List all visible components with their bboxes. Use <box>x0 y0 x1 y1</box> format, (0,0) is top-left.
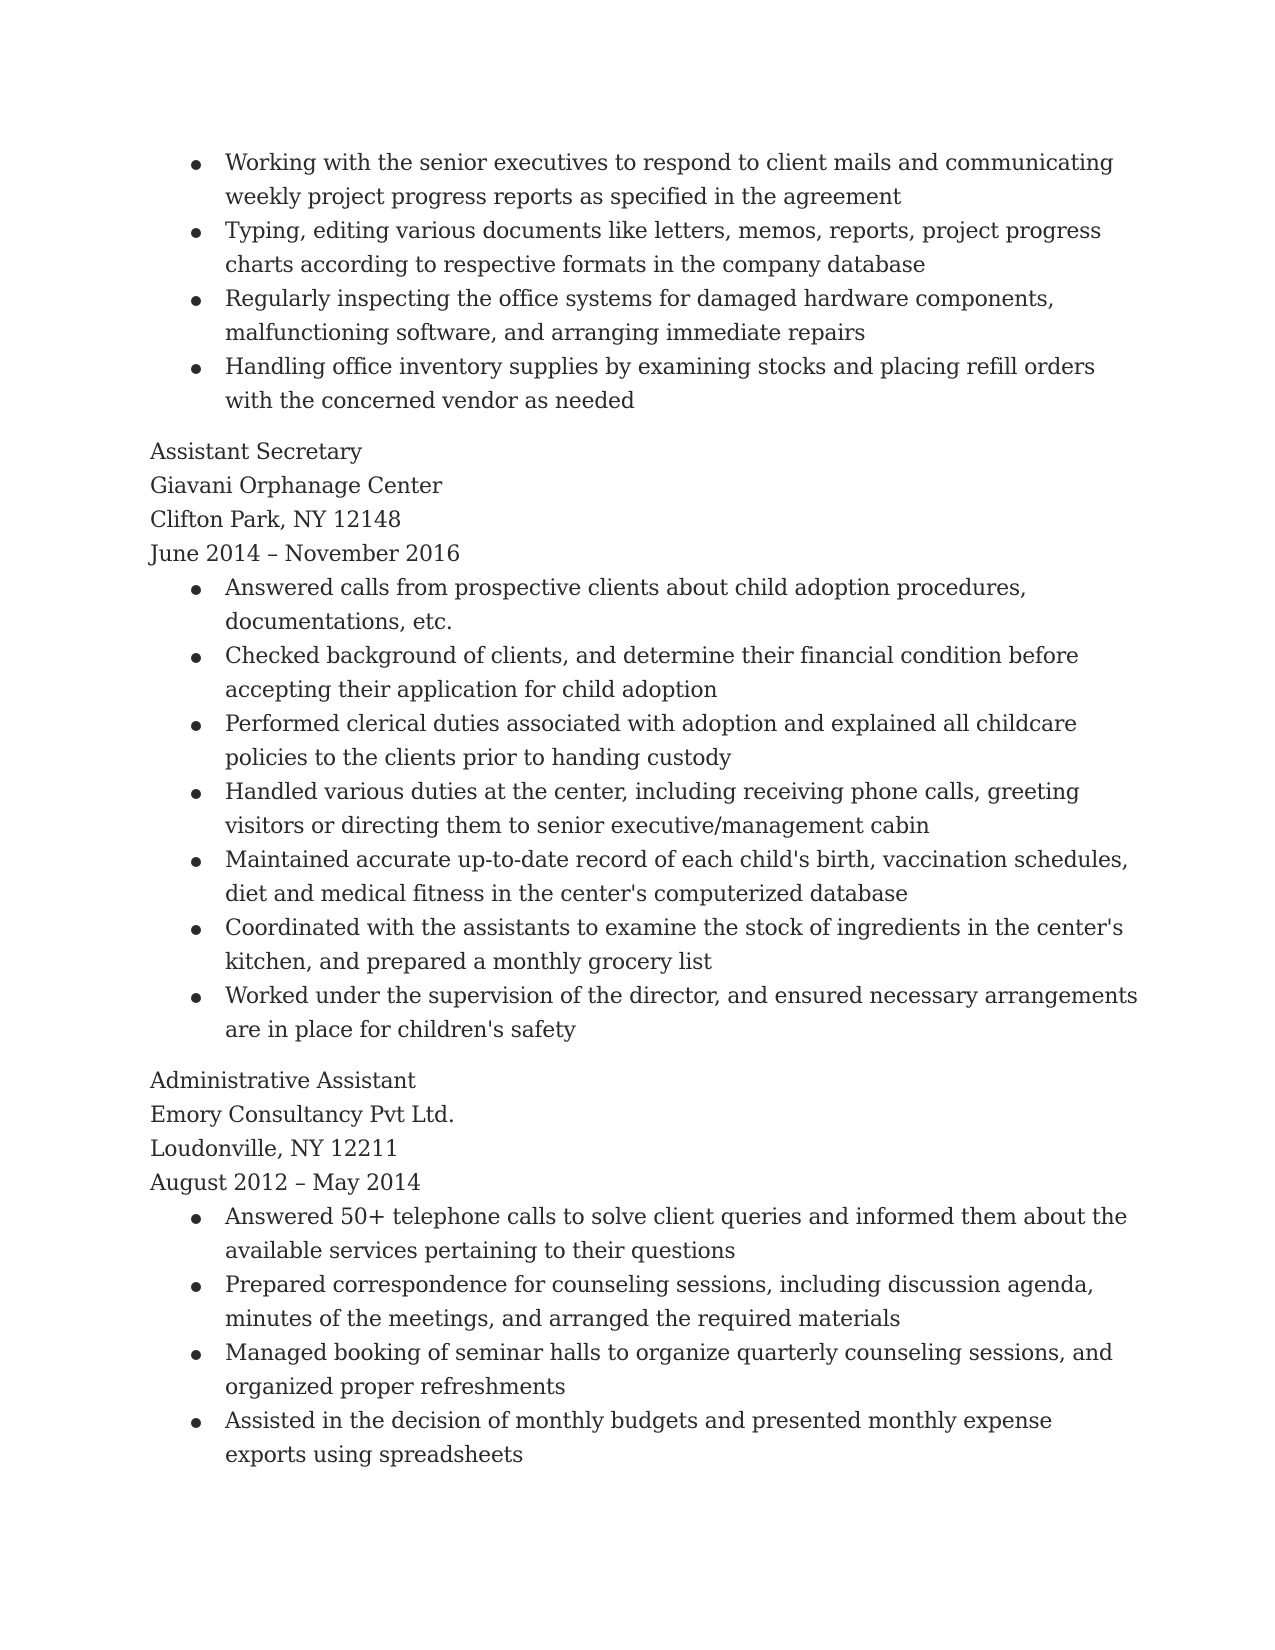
list-item <box>150 776 1140 844</box>
job-company: Emory Consultancy Pvt Ltd. <box>150 1103 455 1128</box>
bullet-dot-icon <box>191 228 201 238</box>
bullet-text: Checked background of clients, and determine their financial condition before accepting their application for child adoption <box>225 644 1079 703</box>
bullet-dot-icon <box>191 721 201 731</box>
bullet-dot-icon <box>191 857 201 867</box>
bullet-text: Performed clerical duties associated with adoption and explained all childcare policies to the clients prior to handing custody <box>225 712 1077 771</box>
list-item <box>150 1405 1140 1473</box>
bullet-text: Managed booking of seminar halls to organize quarterly counseling sessions, and organized proper refreshments <box>225 1341 1113 1400</box>
list-item <box>150 1269 1140 1337</box>
bullet-text: Coordinated with the assistants to examine the stock of ingredients in the center's kitchen, and prepared a monthly grocery list <box>225 916 1124 975</box>
bullet-dot-icon <box>191 925 201 935</box>
list-item <box>150 912 1140 980</box>
list-item <box>150 708 1140 776</box>
job-dates: August 2012 – May 2014 <box>150 1171 421 1196</box>
bullet-dot-icon <box>191 993 201 1003</box>
bullet-text: Handled various duties at the center, including receiving phone calls, greeting visitors or directing them to senior executive/management cabin <box>225 780 1080 839</box>
bullet-dot-icon <box>191 1350 201 1360</box>
bullet-text: Prepared correspondence for counseling sessions, including discussion agenda, minutes of the meetings, and arranged the required materials <box>225 1273 1094 1332</box>
bullet-text: Handling office inventory supplies by examining stocks and placing refill orders with the concerned vendor as needed <box>225 355 1095 414</box>
bullet-dot-icon <box>191 296 201 306</box>
bullet-text: Worked under the supervision of the director, and ensured necessary arrangements are in place for children's safety <box>225 984 1138 1043</box>
list-item <box>150 1201 1140 1269</box>
list-item <box>150 1337 1140 1405</box>
job-bullet-list <box>150 572 1140 1048</box>
job-company: Giavani Orphanage Center <box>150 474 442 499</box>
job-location: Clifton Park, NY 12148 <box>150 508 402 533</box>
job-entry-administrative-assistant <box>150 1065 1140 1473</box>
list-item <box>150 572 1140 640</box>
job-title: Assistant Secretary <box>150 440 362 465</box>
bullet-dot-icon <box>191 789 201 799</box>
bullet-dot-icon <box>191 1214 201 1224</box>
bullet-text: Maintained accurate up-to-date record of each child's birth, vaccination schedules, diet and medical fitness in the center's computerized database <box>225 848 1129 907</box>
job-location: Loudonville, NY 12211 <box>150 1137 399 1162</box>
bullet-text: Answered 50+ telephone calls to solve client queries and informed them about the available services pertaining to their questions <box>225 1205 1128 1264</box>
list-item <box>150 640 1140 708</box>
intro-bullet-list <box>150 147 1140 419</box>
bullet-text: Typing, editing various documents like letters, memos, reports, project progress charts according to respective formats in the company database <box>225 219 1102 278</box>
list-item <box>150 351 1140 419</box>
bullet-text: Answered calls from prospective clients about child adoption procedures, documentations, etc. <box>225 576 1027 635</box>
experience-section <box>150 147 1140 1473</box>
list-item <box>150 147 1140 215</box>
bullet-dot-icon <box>191 160 201 170</box>
list-item <box>150 980 1140 1048</box>
bullet-text: Regularly inspecting the office systems for damaged hardware components, malfunctioning software, and arranging immediate repairs <box>225 287 1055 346</box>
job-title: Administrative Assistant <box>150 1069 416 1094</box>
list-item <box>150 215 1140 283</box>
job-dates: June 2014 – November 2016 <box>150 542 461 567</box>
bullet-dot-icon <box>191 1282 201 1292</box>
bullet-text: Working with the senior executives to respond to client mails and communicating weekly project progress reports as specified in the agreement <box>225 151 1114 210</box>
bullet-text: Assisted in the decision of monthly budgets and presented monthly expense exports using spreadsheets <box>225 1409 1053 1468</box>
list-item <box>150 283 1140 351</box>
list-item <box>150 844 1140 912</box>
bullet-dot-icon <box>191 653 201 663</box>
bullet-dot-icon <box>191 1418 201 1428</box>
job-bullet-list <box>150 1201 1140 1473</box>
job-entry-assistant-secretary <box>150 436 1140 1048</box>
bullet-dot-icon <box>191 364 201 374</box>
bullet-dot-icon <box>191 585 201 595</box>
